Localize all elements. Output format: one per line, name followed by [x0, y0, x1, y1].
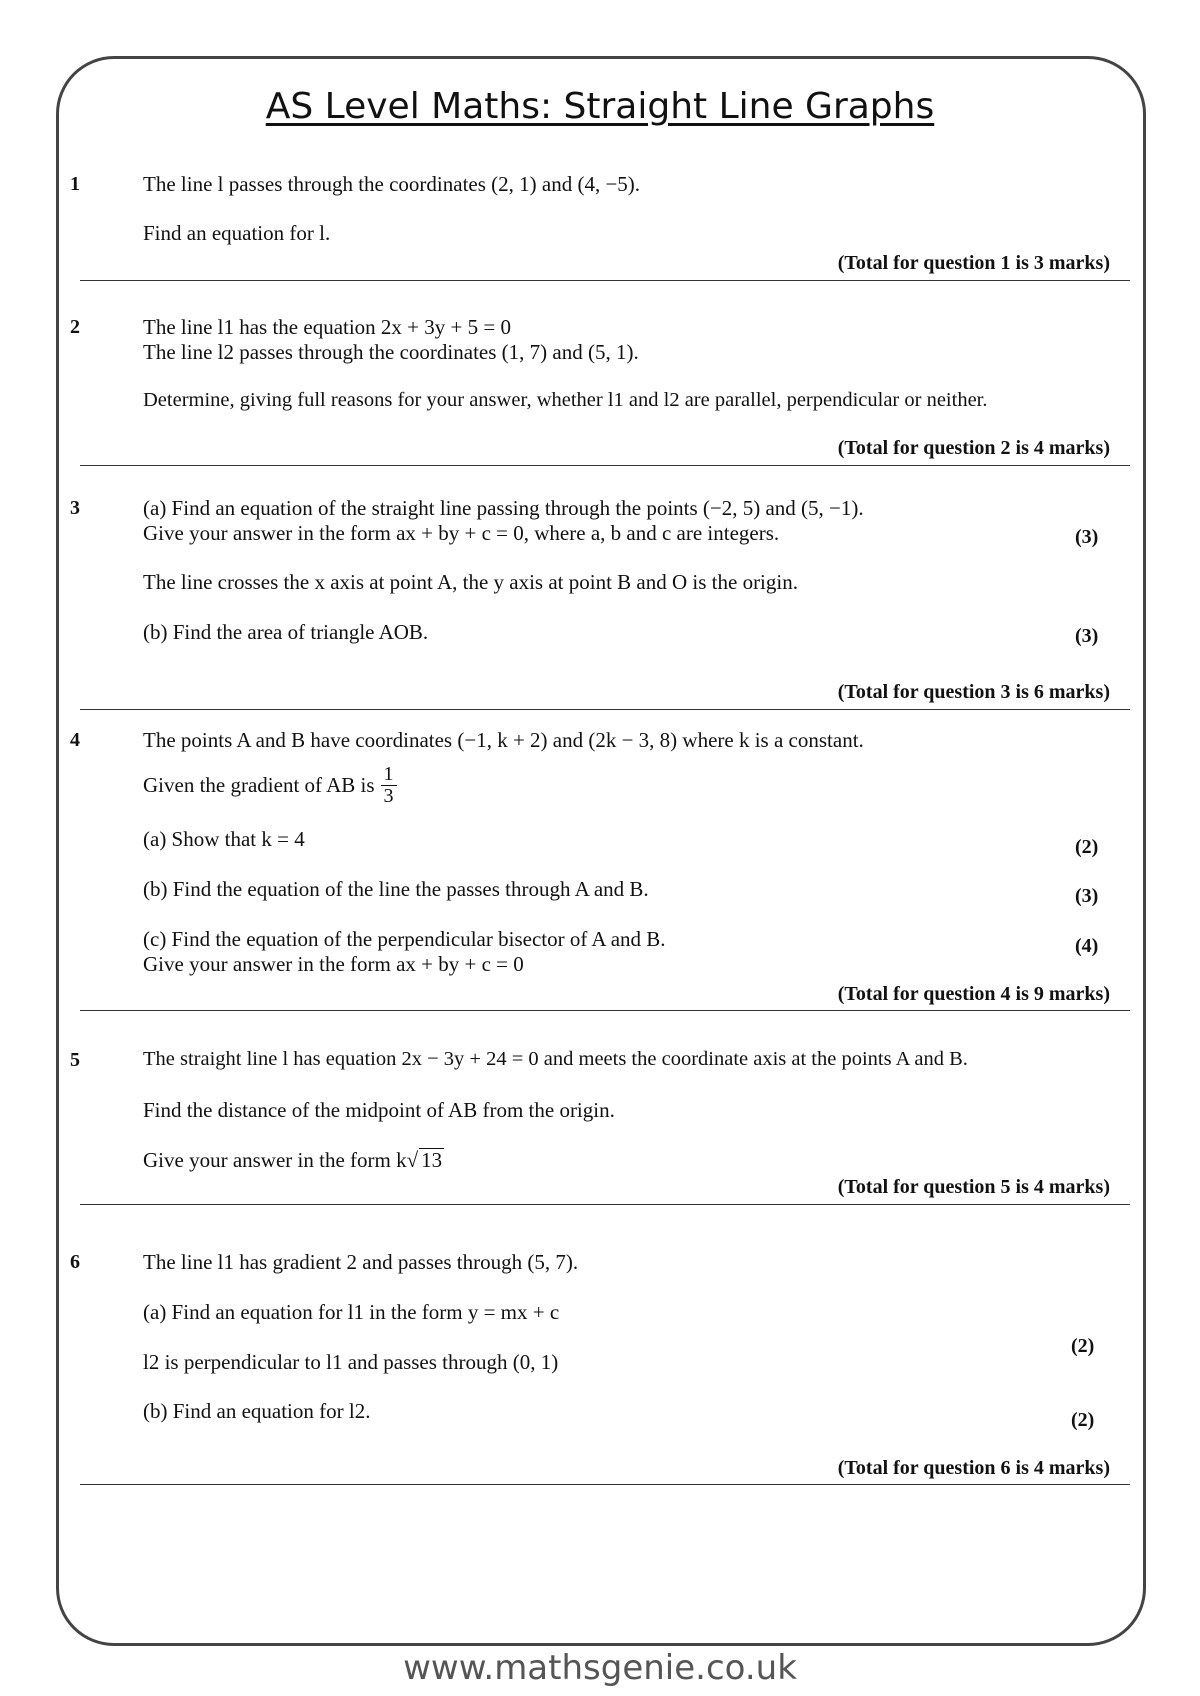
question-6-line-3: l2 is perpendicular to l1 and passes through (0, 1)	[143, 1350, 559, 1374]
question-2-number: 2	[70, 316, 80, 338]
question-6-marks-a: (2)	[1071, 1335, 1095, 1357]
question-4-line-4: (b) Find the equation of the line the passes through A and B.	[143, 877, 649, 901]
page-title: AS Level Maths: Straight Line Graphs	[265, 86, 935, 127]
question-6-number: 6	[70, 1251, 80, 1273]
question-5-line-1: The straight line l has equation 2x − 3y + 24 = 0 and meets the coordinate axis at the points A and B.	[143, 1048, 968, 1070]
question-6-line-2: (a) Find an equation for l1 in the form y = mx + c	[143, 1300, 560, 1324]
divider	[80, 1010, 1130, 1011]
question-1-number: 1	[70, 173, 80, 195]
divider	[80, 465, 1130, 466]
footer-url: www.mathsgenie.co.uk	[403, 1648, 797, 1688]
divider	[80, 709, 1130, 710]
question-2-line-3: Determine, giving full reasons for your answer, whether l1 and l2 are parallel, perpendicular or neither.	[143, 389, 988, 411]
sqrt-radical: √	[406, 1148, 419, 1172]
question-3-marks-b: (3)	[1075, 625, 1099, 647]
fraction-denominator: 3	[383, 785, 394, 807]
sqrt-value: 13	[421, 1148, 443, 1172]
question-5-number: 5	[70, 1049, 80, 1071]
divider	[80, 280, 1130, 281]
question-4-line-2: Given the gradient of AB is	[143, 773, 375, 797]
divider	[80, 1484, 1130, 1485]
question-3-number: 3	[70, 497, 80, 519]
question-4-line-6: Give your answer in the form ax + by + c = 0	[143, 952, 524, 976]
question-1-total: (Total for question 1 is 3 marks)	[837, 252, 1110, 274]
question-1-line-2: Find an equation for l.	[143, 221, 331, 245]
question-6-line-1: The line l1 has gradient 2 and passes through (5, 7).	[143, 1250, 579, 1274]
question-4-line-1: The points A and B have coordinates (−1, k + 2) and (2k − 3, 8) where k is a constant.	[143, 728, 864, 752]
question-4-marks-c: (4)	[1075, 935, 1099, 957]
question-3-line-3: The line crosses the x axis at point A, the y axis at point B and O is the origin.	[143, 570, 798, 594]
question-3-marks-a: (3)	[1075, 526, 1099, 548]
question-1-line-1: The line l passes through the coordinates (2, 1) and (4, −5).	[143, 172, 641, 196]
question-5-line-3: Give your answer in the form k	[143, 1148, 407, 1172]
fraction-numerator: 1	[381, 764, 397, 786]
question-4-line-3: (a) Show that k = 4	[143, 827, 305, 851]
gradient-fraction	[381, 764, 397, 807]
question-5-line-3-row	[143, 1148, 444, 1173]
question-6-line-4: (b) Find an equation for l2.	[143, 1399, 371, 1423]
question-3-line-1: (a) Find an equation of the straight line passing through the points (−2, 5) and (5, −1).	[143, 496, 864, 520]
question-4-marks-b: (3)	[1075, 885, 1099, 907]
question-4-gradient-row	[143, 764, 397, 807]
question-2-line-1: The line l1 has the equation 2x + 3y + 5 = 0	[143, 315, 511, 339]
question-3-total: (Total for question 3 is 6 marks)	[837, 681, 1110, 703]
question-5-line-2: Find the distance of the midpoint of AB from the origin.	[143, 1098, 615, 1122]
question-2-line-2: The line l2 passes through the coordinates (1, 7) and (5, 1).	[143, 340, 639, 364]
divider	[80, 1204, 1130, 1205]
question-3-line-4: (b) Find the area of triangle AOB.	[143, 620, 429, 644]
question-5-total: (Total for question 5 is 4 marks)	[837, 1176, 1110, 1198]
question-4-marks-a: (2)	[1075, 836, 1099, 858]
question-6-total: (Total for question 6 is 4 marks)	[837, 1457, 1110, 1479]
question-4-number: 4	[70, 729, 80, 751]
question-6-marks-b: (2)	[1071, 1409, 1095, 1431]
question-2-total: (Total for question 2 is 4 marks)	[837, 437, 1110, 459]
question-4-line-5: (c) Find the equation of the perpendicular bisector of A and B.	[143, 927, 666, 951]
question-4-total: (Total for question 4 is 9 marks)	[837, 983, 1110, 1005]
question-3-line-2: Give your answer in the form ax + by + c = 0, where a, b and c are integers.	[143, 521, 780, 545]
